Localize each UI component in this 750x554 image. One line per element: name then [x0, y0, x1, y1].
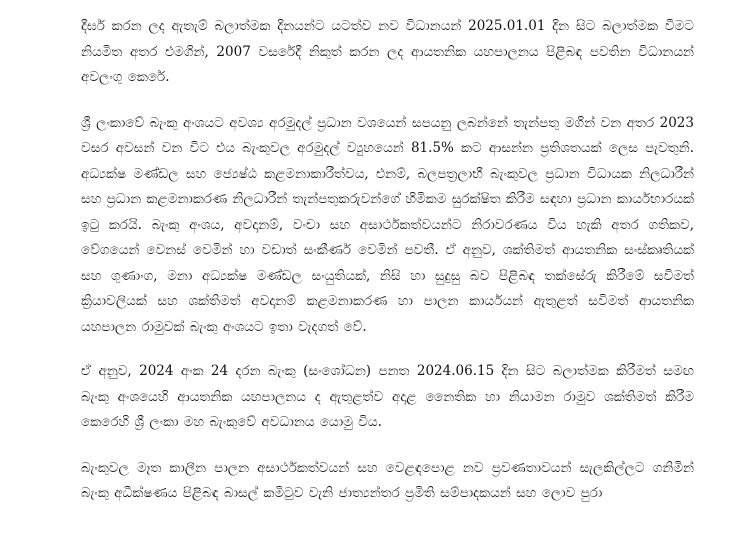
document-body [81, 14, 694, 529]
paragraph-recent-failures: බැංකුවල මෑත කාලීන පාලන අසාර්ථකත්වයන් සහ වෙළඳපොළ නව ප්‍රවණතාවයන් සැලකිල්ලට ගනිමින් බැංකු අධීක්ෂණය පිළිබඳ බාසල් කමිටුව වැනි ජාත්‍යන්තර ප්‍රමිති සම්පාදකයන් සහ ලොව පුරා [81, 459, 694, 501]
paragraph-banking-amendment-act: ඒ අනුව, 2024 අංක 24 දරන බැංකු (සංශෝධන) පනත 2024.06.15 දින සිට බලාත්මක කිරීමත් සමඟ බැංකු අංශයෙහි ආයතනික යහපාලනය ද ඇතුළත්ව අදාළ නෛතික හා නියාමන රාමුව ශක්තිමත් කිරීම කෙරෙහි ශ්‍රී ලංකා මහ බැංකුවේ අවධානය යොමු විය. [81, 363, 694, 430]
paragraph-deposits-governance: ශ්‍රී ලංකාවේ බැංකු අංශයට අවශ්‍ය අරමුදල් ප්‍රධාන වශයෙන් සපයනු ලබන්නේ තැන්පතු මගින් වන අතර 2023 වසර අවසන් වන විට එය බැංකුවල අරමුදල් ව්‍යුහයෙන් 81.5% කට ආසන්න ප්‍රතිශතයක් ලෙස පැවතුනි. අධ්‍යක්ෂ මණ්ඩල සහ ජ්‍යෙෂ්ඨ කළමනාකාරීත්වය, එනම්, බලපත්‍රලාභී බැංකුවල ප්‍රධාන විධායක නිලධාරීන් සහ ප්‍රධාන කළමනාකරණ නිලධාරීන් තැන්පතුකරුවන්ගේ හිමිකම සුරක්ෂිත කිරීම සඳහා ප්‍රධාන කාර්යභාරයක් ඉටු කරයි. බැංකු අංශය, අවදානම්, වංචා සහ අසාර්ථකත්වයන්ට නිරාවරණය විය හැකි අතර ගතිකව, වේගයෙන් වෙනස් වෙමින් හා වඩාත් සංකීර්ණ වෙමින් පවතී. ඒ අනුව, ශක්තිමත් ආයතනික සංස්කෘතියක් සහ ගුණාංග, මනා අධ්‍යක්ෂ මණ්ඩල සංයුතියක්, නිසි හා සුදුසු බව පිළිබඳ තක්සේරු කිරීමේ සවිමත් ක්‍රියාවලියක් සහ ශක්තිමත් අවදානම් කළමනාකරණ හා පාලන කාර්යයන් ඇතුළත් සවිමත් ආයතනික යහපාලන රාමුවක් බැංකු අංශයට ඉතා වැදගත් වේ. [81, 114, 694, 335]
paragraph-effective-date: දීර්ඝ කරන ලද ඇතැම් බලාත්මක දිනයන්ට යටත්ව නව විධානයන් 2025.01.01 දින සිට බලාත්මක වීමට නියමිත අතර එමගින්, 2007 වසරේදී නිකුත් කරන ලද ආයතනික යහපාලනය පිළිබඳ පවතින විධානයන් අවලංගු කෙරේ. [81, 18, 694, 85]
